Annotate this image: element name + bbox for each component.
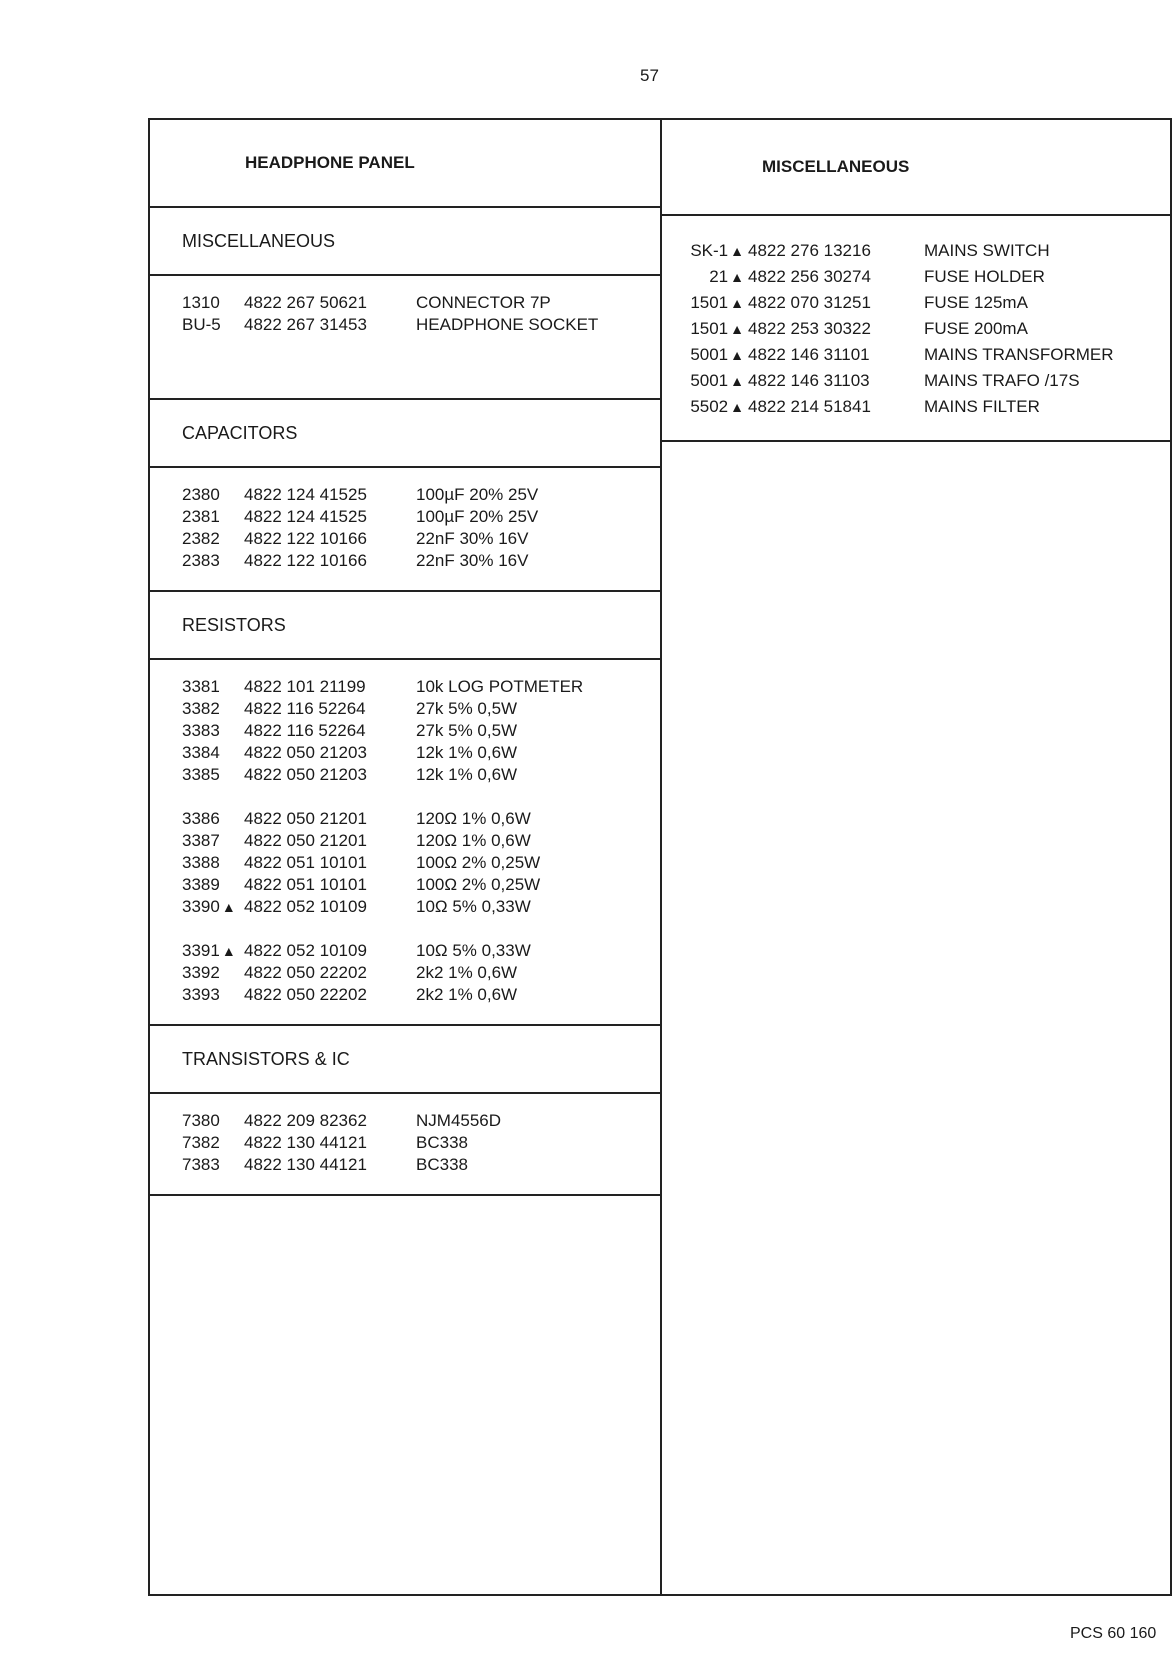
part-position: 3391 ▲ [182, 941, 236, 960]
part-code: 4822 052 10109 [244, 941, 367, 960]
part-position: 1310 [182, 293, 220, 312]
part-description: 100µF 20% 25V [416, 507, 539, 526]
part-row [150, 808, 660, 830]
group-rows [150, 276, 660, 398]
part-position: 5001 ▲ [690, 345, 744, 364]
part-row [150, 896, 660, 918]
safety-warning-icon: ▲ [730, 321, 744, 337]
part-code: 4822 116 52264 [244, 699, 366, 718]
part-row [150, 764, 660, 786]
left-group-list [150, 208, 660, 1196]
part-description: 100Ω 2% 0,25W [416, 853, 541, 872]
part-description: 120Ω 1% 0,6W [416, 809, 531, 828]
part-code: 4822 276 13216 [748, 241, 871, 260]
part-description: 10Ω 5% 0,33W [416, 941, 531, 960]
parts-group [150, 592, 660, 1026]
part-position: SK-1 ▲ [690, 241, 744, 260]
part-code: 4822 051 10101 [244, 853, 367, 872]
part-row [662, 238, 1172, 264]
part-row [662, 316, 1172, 342]
safety-warning-icon: ▲ [221, 943, 236, 959]
part-position: 1501 ▲ [690, 319, 744, 338]
part-row [662, 290, 1172, 316]
part-description: BC338 [416, 1133, 468, 1152]
part-position: 21 ▲ [709, 267, 744, 286]
part-position: 3390 ▲ [182, 897, 236, 916]
part-code: 4822 051 10101 [244, 875, 367, 894]
part-code: 4822 050 22202 [244, 963, 367, 982]
part-row [662, 264, 1172, 290]
part-row [662, 368, 1172, 394]
group-heading: CAPACITORS [150, 400, 660, 468]
row-spacer [150, 358, 660, 380]
part-description: BC338 [416, 1155, 468, 1174]
part-code: 4822 130 44121 [244, 1155, 367, 1174]
safety-warning-icon: ▲ [730, 269, 744, 285]
document-code: PCS 60 160 [1070, 1625, 1157, 1642]
page-number: 57 [640, 66, 659, 85]
part-description: MAINS TRANSFORMER [924, 345, 1114, 364]
part-description: 2k2 1% 0,6W [416, 985, 518, 1004]
part-code: 4822 214 51841 [748, 397, 871, 416]
part-position: 5001 ▲ [690, 371, 744, 390]
part-description: 100µF 20% 25V [416, 485, 539, 504]
part-row [150, 1132, 660, 1154]
group-heading: RESISTORS [150, 592, 660, 660]
part-code: 4822 124 41525 [244, 485, 367, 504]
part-description: FUSE 125mA [924, 293, 1028, 312]
group-heading: MISCELLANEOUS [150, 208, 660, 276]
part-description: 100Ω 2% 0,25W [416, 875, 541, 894]
part-code: 4822 050 22202 [244, 985, 367, 1004]
part-row [150, 962, 660, 984]
part-code: 4822 146 31103 [748, 371, 870, 390]
part-code: 4822 267 50621 [244, 293, 367, 312]
part-description: 12k 1% 0,6W [416, 743, 518, 762]
part-position: 2383 [182, 551, 220, 570]
part-description: 27k 5% 0,5W [416, 699, 518, 718]
part-position: 3389 [182, 875, 220, 894]
part-description: 22nF 30% 16V [416, 551, 529, 570]
part-position: 2381 [182, 507, 220, 526]
part-row [150, 742, 660, 764]
safety-warning-icon: ▲ [221, 899, 236, 915]
part-code: 4822 146 31101 [748, 345, 870, 364]
part-code: 4822 209 82362 [244, 1111, 367, 1130]
part-code: 4822 050 21203 [244, 743, 367, 762]
part-code: 4822 253 30322 [748, 319, 871, 338]
part-code: 4822 267 31453 [244, 315, 367, 334]
group-rows [150, 1094, 660, 1194]
part-description: FUSE HOLDER [924, 267, 1045, 286]
part-description: 10Ω 5% 0,33W [416, 897, 531, 916]
part-position: BU-5 [182, 315, 221, 334]
group-rows [150, 468, 660, 590]
group-rows [150, 660, 660, 1024]
part-position: 3382 [182, 699, 220, 718]
part-position: 7382 [182, 1133, 220, 1152]
part-row [150, 940, 660, 962]
headphone-panel-title: HEADPHONE PANEL [150, 120, 660, 208]
part-code: 4822 116 52264 [244, 721, 366, 740]
part-code: 4822 050 21203 [244, 765, 367, 784]
parts-group [150, 1026, 660, 1196]
part-position: 3381 [182, 677, 220, 696]
group-heading: TRANSISTORS & IC [150, 1026, 660, 1094]
part-description: NJM4556D [416, 1111, 502, 1130]
part-position: 2380 [182, 485, 220, 504]
miscellaneous-title: MISCELLANEOUS [662, 120, 1172, 216]
part-description: MAINS SWITCH [924, 241, 1050, 260]
part-row [150, 830, 660, 852]
part-description: HEADPHONE SOCKET [416, 315, 599, 334]
part-description: 27k 5% 0,5W [416, 721, 518, 740]
part-row [662, 394, 1172, 420]
part-description: 120Ω 1% 0,6W [416, 831, 531, 850]
part-description: FUSE 200mA [924, 319, 1028, 338]
safety-warning-icon: ▲ [730, 243, 744, 259]
part-row [150, 528, 660, 550]
part-position: 1501 ▲ [690, 293, 744, 312]
safety-warning-icon: ▲ [730, 373, 744, 389]
part-code: 4822 122 10166 [244, 529, 367, 548]
part-code: 4822 130 44121 [244, 1133, 367, 1152]
safety-warning-icon: ▲ [730, 295, 744, 311]
part-row [150, 698, 660, 720]
part-position: 5502 ▲ [690, 397, 744, 416]
part-row [150, 292, 660, 314]
part-row [150, 720, 660, 742]
safety-warning-icon: ▲ [730, 399, 744, 415]
part-position: 3388 [182, 853, 220, 872]
part-description: MAINS FILTER [924, 397, 1040, 416]
part-row [150, 484, 660, 506]
part-description: 12k 1% 0,6W [416, 765, 518, 784]
row-spacer [150, 336, 660, 358]
part-position: 3393 [182, 985, 220, 1004]
row-spacer [150, 786, 660, 808]
part-position: 3387 [182, 831, 220, 850]
part-description: CONNECTOR 7P [416, 293, 551, 312]
part-code: 4822 052 10109 [244, 897, 367, 916]
part-row [150, 676, 660, 698]
headphone-panel-column [150, 120, 660, 1196]
safety-warning-icon: ▲ [730, 347, 744, 363]
part-row [150, 1154, 660, 1176]
part-code: 4822 124 41525 [244, 507, 367, 526]
part-position: 7380 [182, 1111, 220, 1130]
part-code: 4822 122 10166 [244, 551, 367, 570]
parts-group [150, 208, 660, 400]
part-code: 4822 050 21201 [244, 809, 367, 828]
part-position: 3384 [182, 743, 220, 762]
miscellaneous-parts [662, 216, 1172, 442]
part-row [150, 550, 660, 572]
part-description: MAINS TRAFO /17S [924, 371, 1080, 390]
part-position: 3385 [182, 765, 220, 784]
miscellaneous-column [662, 120, 1172, 442]
part-row [150, 314, 660, 336]
part-position: 3383 [182, 721, 220, 740]
part-row [662, 342, 1172, 368]
part-position: 2382 [182, 529, 220, 548]
part-description: 10k LOG POTMETER [416, 677, 584, 696]
part-row [150, 506, 660, 528]
part-description: 22nF 30% 16V [416, 529, 529, 548]
part-position: 3392 [182, 963, 220, 982]
part-row [150, 874, 660, 896]
part-row [150, 852, 660, 874]
parts-group [150, 400, 660, 592]
part-position: 7383 [182, 1155, 220, 1174]
row-spacer [150, 918, 660, 940]
part-code: 4822 256 30274 [748, 267, 871, 286]
part-row [150, 1110, 660, 1132]
parts-list-table [148, 118, 1172, 1596]
part-row [150, 984, 660, 1006]
part-description: 2k2 1% 0,6W [416, 963, 518, 982]
part-code: 4822 101 21199 [244, 677, 366, 696]
part-code: 4822 050 21201 [244, 831, 367, 850]
part-code: 4822 070 31251 [748, 293, 871, 312]
part-position: 3386 [182, 809, 220, 828]
